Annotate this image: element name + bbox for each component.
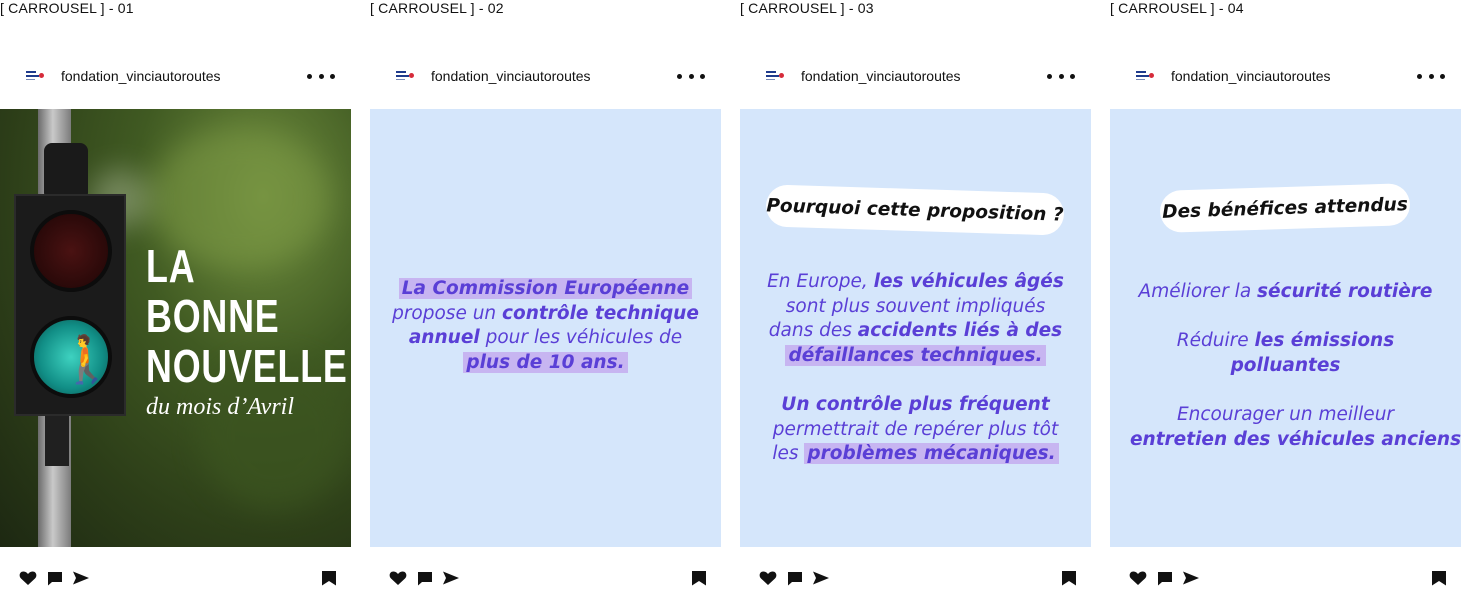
text-bold: annuel <box>408 327 480 349</box>
text-regular: Encourager un meilleur <box>1176 403 1395 425</box>
bookmark-icon[interactable] <box>1060 570 1078 586</box>
account-avatar[interactable] <box>764 68 786 86</box>
bookmark-icon[interactable] <box>320 570 338 586</box>
text-regular: sont plus souvent impliqués <box>785 295 1046 317</box>
text-bold: les émissions <box>1254 330 1395 352</box>
slide-text <box>370 109 721 547</box>
comment-icon[interactable] <box>416 570 434 586</box>
bookmark-icon[interactable] <box>1430 570 1448 586</box>
slide-text <box>740 109 1091 547</box>
text-bold: les véhicules âgés <box>873 271 1064 292</box>
slide-title-pill: Des bénéfices attendus <box>1159 183 1410 233</box>
slide-body <box>390 277 701 375</box>
carousel-frame-4 <box>1110 0 1461 611</box>
headline-subtitle: du mois d’Avril <box>146 394 294 420</box>
slide-text <box>1110 109 1461 547</box>
pedestrian-signal <box>14 194 126 416</box>
account-name[interactable]: fondation_vinciautoroutes <box>431 68 591 84</box>
post-header <box>370 60 721 94</box>
send-icon[interactable] <box>442 570 460 586</box>
account-name[interactable]: fondation_vinciautoroutes <box>61 68 221 84</box>
traffic-light-top <box>44 143 88 197</box>
comment-icon[interactable] <box>786 570 804 586</box>
carousel-frame-1 <box>0 0 351 611</box>
account-name[interactable]: fondation_vinciautoroutes <box>801 68 961 84</box>
text-bold: accidents liés à des <box>857 320 1063 342</box>
text-regular: les <box>772 443 805 465</box>
post-actions <box>1110 568 1461 588</box>
account-name[interactable]: fondation_vinciautoroutes <box>1171 68 1331 84</box>
post-actions <box>370 568 721 588</box>
text-highlight: La Commission Européenne <box>399 278 692 299</box>
post-header <box>0 60 351 94</box>
text-bold: sécurité routière <box>1257 281 1433 302</box>
post-actions <box>740 568 1091 588</box>
account-avatar[interactable] <box>24 68 46 86</box>
heart-icon[interactable] <box>1129 570 1147 586</box>
text-regular: propose un <box>392 302 503 324</box>
account-avatar[interactable] <box>1134 68 1156 86</box>
text-bold: polluantes <box>1230 354 1341 376</box>
text-regular: permettrait de repérer plus tôt <box>772 418 1059 440</box>
heart-icon[interactable] <box>389 570 407 586</box>
headline-line: LA <box>146 240 196 292</box>
text-bold: entretien des véhicules anciens <box>1130 428 1461 450</box>
bookmark-icon[interactable] <box>690 570 708 586</box>
more-options-icon[interactable] <box>307 74 335 80</box>
comment-icon[interactable] <box>46 570 64 586</box>
more-options-icon[interactable] <box>1417 74 1445 80</box>
benefit-item <box>1130 280 1441 305</box>
heart-icon[interactable] <box>759 570 777 586</box>
frame-label: [ CARROUSEL ] - 01 <box>0 0 134 16</box>
send-icon[interactable] <box>72 570 90 586</box>
headline-line: NOUVELLE <box>146 340 348 392</box>
text-highlight: problèmes mécaniques. <box>804 443 1058 464</box>
text-regular: Réduire <box>1176 330 1255 352</box>
post-header <box>740 60 1091 94</box>
benefits-list <box>1130 280 1461 452</box>
text-bold: contrôle technique <box>502 302 699 324</box>
green-light <box>30 316 116 398</box>
text-highlight: défaillances techniques. <box>785 345 1045 366</box>
red-light <box>30 210 112 292</box>
signal-bracket <box>45 416 69 466</box>
headline-line: BONNE <box>146 290 280 342</box>
send-icon[interactable] <box>1182 570 1200 586</box>
text-regular: En Europe, <box>767 271 874 292</box>
frame-label: [ CARROUSEL ] - 03 <box>740 0 874 16</box>
frame-label: [ CARROUSEL ] - 02 <box>370 0 504 16</box>
slide-title-pill: Pourquoi cette proposition ? <box>765 184 1064 235</box>
carousel-frame-3 <box>740 0 1091 611</box>
text-regular: pour les véhicules de <box>479 327 683 349</box>
carousel-frame-2 <box>370 0 721 611</box>
text-highlight: plus de 10 ans. <box>463 352 627 373</box>
post-header <box>1110 60 1461 94</box>
more-options-icon[interactable] <box>1047 74 1075 80</box>
slide-headline <box>146 241 346 421</box>
send-icon[interactable] <box>812 570 830 586</box>
text-regular: Améliorer la <box>1138 281 1258 302</box>
text-regular: dans des <box>768 320 858 342</box>
text-bold: Un contrôle plus fréquent <box>781 393 1050 415</box>
frame-label: [ CARROUSEL ] - 04 <box>1110 0 1244 16</box>
account-avatar[interactable] <box>394 68 416 86</box>
slide-body <box>760 270 1071 467</box>
slide-image-traffic-light <box>0 109 351 547</box>
benefit-item <box>1130 329 1441 354</box>
walking-person-icon: 🚶 <box>58 333 116 385</box>
post-actions <box>0 568 351 588</box>
benefit-item <box>1130 403 1441 428</box>
comment-icon[interactable] <box>1156 570 1174 586</box>
heart-icon[interactable] <box>19 570 37 586</box>
more-options-icon[interactable] <box>677 74 705 80</box>
